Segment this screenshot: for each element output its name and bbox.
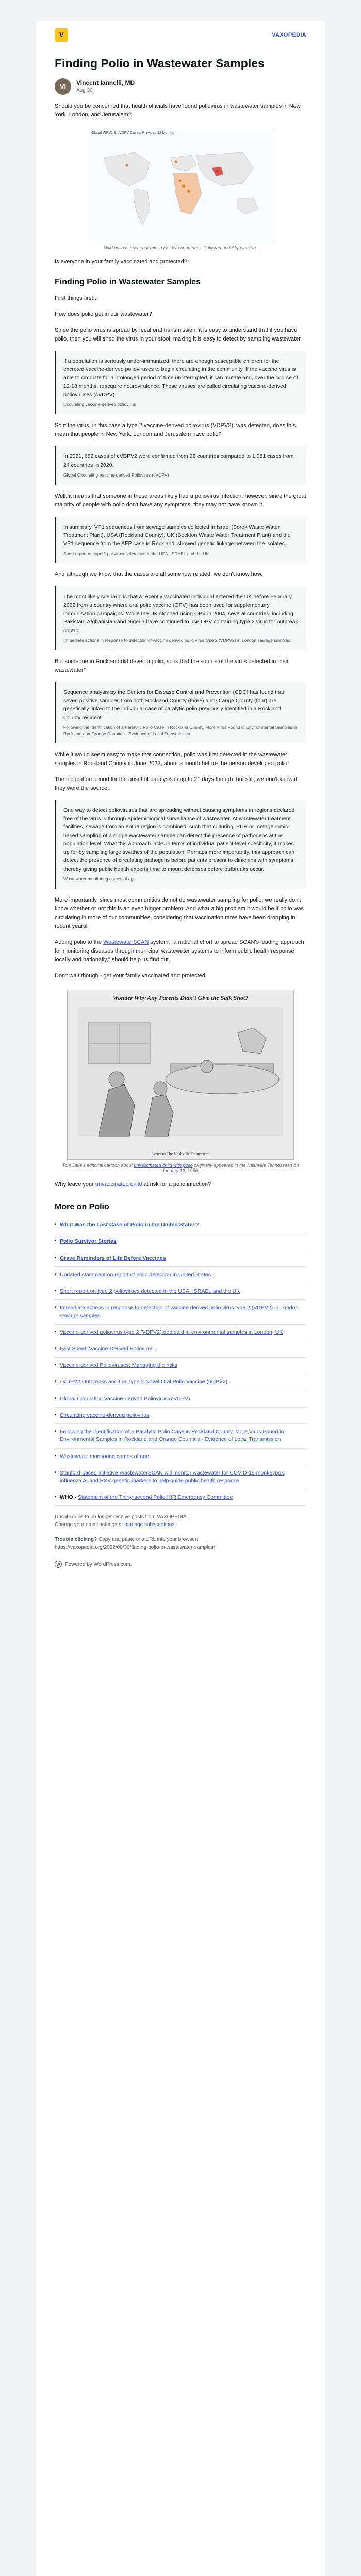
author-block [55, 78, 306, 95]
bullet-icon: • [55, 1453, 57, 1459]
bullet-icon: • [55, 1304, 57, 1311]
bullet-icon: • [55, 1395, 57, 1401]
list-item [55, 1489, 306, 1506]
trouble-clicking-text [55, 1536, 306, 1551]
bullet-icon: • [55, 1346, 57, 1352]
why-leave-paragraph [55, 1180, 306, 1189]
trouble-text: Copy and paste this URL into your browser: [97, 1537, 199, 1543]
post-url[interactable]: https://vaxopedia.org/2022/08/30/finding-polio-in-wastewater-samples/ [55, 1545, 215, 1551]
world-map-graphic [88, 137, 273, 235]
unvaccinated-child-link[interactable]: unvaccinated child [95, 1181, 142, 1188]
someone-paragraph: But someone in Rockland did develop polio, so is that the source of the virus detected in their wastewater? [55, 658, 289, 673]
more-polio-link[interactable]: Global Circulating Vaccine-derived Poliovirus (cVDPV) [60, 1395, 190, 1402]
list-item-content [60, 1345, 153, 1353]
quote-block [55, 517, 306, 564]
list-item-content [60, 1271, 211, 1279]
more-polio-link[interactable]: cVDPV2 Outbreaks and the Type 2 Novel Oral Polio Vaccine (nOPV2) [60, 1379, 228, 1385]
bullet-icon: • [55, 1494, 57, 1500]
list-item-content [60, 1255, 166, 1262]
list-item [55, 1408, 306, 1424]
cartoon-caption [55, 1163, 306, 1173]
quote-text: The most likely scenario is that a recently vaccinated individual entered the UK before February 2022 from a country where oral polio vaccine (OPV) has been used for supplementary immunisation campaigns. While the UK stopped using OPV in 2004, several countries, including Pakistan, Afghanistan and Nigeria have continued to use OPV containing type 2 virus for outbreak control. [63, 594, 298, 634]
while-paragraph: While it would seem easy to make that connection, polio was first detected in the wastewater samples in Rockland County in June 2022, about a month before the person developed polio! [55, 751, 289, 767]
list-item-content [60, 1469, 306, 1485]
why-text-after: at risk for a polio infection? [142, 1181, 211, 1188]
list-item [55, 1424, 306, 1448]
settings-line-end: . [174, 1522, 176, 1528]
how-does-question: How does polio get in our wastewater? [55, 311, 152, 317]
trouble-label: Trouble clicking? [55, 1537, 97, 1543]
site-brand[interactable]: VAXOPEDIA [272, 32, 306, 38]
caption-text-after: originally appeared in the Nashville Tennessean on January 12, 1956. [161, 1163, 299, 1174]
list-item [55, 1283, 306, 1300]
list-item [55, 1325, 306, 1341]
more-heading: More on Polio [55, 1202, 109, 1212]
more-polio-link[interactable]: What Was the Last Case of Polio in the United States? [60, 1222, 199, 1228]
quote-cite: Short report on type 2 poliviruses detected in the USA, ISRAEL and the UK [63, 551, 209, 556]
incubation-paragraph: The incubation period for the onset of paralysis is up to 21 days though, but still, we don't know if they were the source. [55, 776, 297, 791]
quote-block [55, 351, 306, 414]
map-title: Global WPV1 & cVDPV Cases, Previous 12 Months [91, 131, 174, 135]
cartoon-image[interactable] [67, 990, 294, 1160]
intro-paragraph: Should you be concerned that health officials have found poliovirus in wastewater samples in New York, London, and Jerusalem? [55, 103, 301, 118]
important-paragraph: More importantly, since most communities do not do wastewater sampling for polio, we really don't know whether or not this is an even bigger problem. And what a big problem it would be if polio was circulating in more of our communities, considering that vaccination rates have been dropping in recent years! [55, 896, 304, 929]
bullet-icon: • [55, 1429, 57, 1435]
more-polio-link[interactable]: Vaccine-derived poliovirus type 2 (VDPV2) detected in environmental samples in London, UK [60, 1329, 283, 1335]
post-title[interactable]: Finding Polio in Wastewater Samples [55, 57, 265, 70]
list-item-content [60, 1395, 190, 1403]
means-paragraph: Well, it means that someone in these areas likely had a poliovirus infection, however, since the great majority of people with polio don't have any symptoms, they may not have known it. [55, 493, 306, 508]
quote-cite: Immediate actions in response to detection of vaccine derived polio virus type 2 (VDPV2) in London sewage samples [63, 637, 290, 643]
map-caption: Wild polio is now endemic in just two countries - Pakistan and Afghanistan. [104, 245, 257, 250]
bullet-icon: • [55, 1362, 57, 1368]
topbar [55, 21, 306, 49]
quote-text: In 2021, 682 cases of cVDPV2 were confirmed from 22 countries compared to 1,081 cases from 24 countries in 2020. [63, 453, 294, 468]
type2-paragraph: So if the virus, in this case a type 2 vaccine-derived poliovirus (VDPV2), was detected, does this mean that people in New York, London and Jerusalem have polio? [55, 422, 296, 438]
more-polio-link[interactable]: Grave Reminders of Life Before Vaccines [60, 1255, 166, 1261]
list-item-content [60, 1453, 149, 1461]
list-item [55, 1233, 306, 1250]
bullet-icon: • [55, 1238, 57, 1244]
more-polio-link[interactable]: Statement of the Thirty-second Polio IHR Emergency Committee [78, 1494, 233, 1501]
more-polio-link[interactable]: Polio Survivor Stories [60, 1238, 117, 1245]
post-date: Aug 30 [76, 88, 93, 94]
quote-block [55, 682, 306, 743]
list-item [55, 1217, 306, 1233]
quote-block [55, 446, 306, 484]
why-text: Why leave your [55, 1181, 95, 1188]
unsubscribe-line: Unsubscribe to no longer receive posts from VAXOPEDIA. [55, 1514, 188, 1520]
polio-map-image[interactable] [88, 129, 273, 242]
quote-text: Sequence analysis by the Centers for Disease Control and Prevention (CDC) has found that seven positive samples from both Rockland County (three) and Orange County (four) are genetically linked to the individual case of paralytic polio previously identified in a Rockland County resident. [63, 689, 284, 721]
bullet-icon: • [55, 1288, 57, 1294]
quote-text: If a population is seriously under-immunized, there are enough susceptible children for the excreted vaccine-derived polioviruses to begin circulating in the community. If the vaccine virus is able to circulate for a prolonged period of time uninterrupted, it can mutate and, over the course of 12-18 months, reacquire neurovirulence. These viruses are called circulating vaccine-derived polioviruses (cVDPV). [63, 358, 298, 398]
list-item [55, 1449, 306, 1465]
list-item [55, 1374, 306, 1391]
quote-text: In summary, VP1 sequences from sewage samples collected in Israel (Sorek Waste Water Treatment Plant), USA (Rockland County), UK (Beckton Waste Water Treatment Plant) and the VP1 sequence from the AFP case in Rockland, showed genetic linkage between the isolates. [63, 523, 291, 547]
list-item-content [60, 1412, 149, 1419]
cartoon-drawing [68, 1002, 293, 1146]
list-item-content [60, 1362, 177, 1369]
more-polio-link[interactable]: Vaccine-derived Polioviruses: Managing the risks [60, 1362, 177, 1369]
list-item [55, 1267, 306, 1283]
quote-cite: Global Circulating Vaccine-derived Poliovirus (cVDPV) [63, 472, 169, 478]
bullet-icon: • [55, 1412, 57, 1418]
settings-line: Change your email settings at [55, 1522, 125, 1528]
cartoon-title: Wonder Why Any Parents Didn't Give the Salk Shot? [112, 994, 249, 1002]
list-item [55, 1465, 306, 1489]
cartoon-figure [55, 990, 306, 1173]
more-polio-link[interactable]: Immediate actions in response to detection of vaccine derived polio virus type 2 (VDPV2) in London sewage samples [60, 1304, 299, 1319]
more-on-polio-list [55, 1217, 306, 1506]
bullet-icon: • [55, 1271, 57, 1277]
more-polio-link[interactable]: Short report on type 2 poliovirues detected in the USA, ISRAEL and the UK [60, 1288, 240, 1295]
unvaccinated-polio-link[interactable]: unvaccinated child with polio [134, 1163, 193, 1168]
wordpress-icon: W [55, 1561, 62, 1568]
avatar-initials: VI [59, 82, 67, 91]
cartoon-credit: Letter to The Nashville Tennessean [151, 1151, 210, 1157]
list-item [55, 1391, 306, 1408]
wastewaterscan-link[interactable]: WastewaterSCAN [103, 939, 149, 946]
more-polio-link[interactable]: Updated statement on report of polio detection in United States [60, 1271, 211, 1278]
quote-block [55, 586, 306, 650]
bullet-icon: • [55, 1379, 57, 1385]
list-item-content [60, 1494, 233, 1501]
more-polio-link[interactable]: Fact Sheet: Vaccine-Derived Poliovirus [60, 1346, 154, 1352]
logo-glyph: V [59, 31, 64, 39]
list-item-content [60, 1304, 306, 1319]
list-item-content [60, 1238, 117, 1245]
manage-subscriptions-link[interactable]: manage subscriptions [124, 1522, 175, 1528]
quote-cite: Wastewater monitoring comes of age [63, 876, 136, 882]
more-polio-link[interactable]: Stanford-based initiative WastewaterSCAN will monitor wastewater for COVID-19 monkeypox, influenza A, and RSV genetic markers to help guide public health response [60, 1469, 286, 1484]
list-item-content [60, 1287, 240, 1295]
unsubscribe-text [55, 1513, 306, 1529]
more-polio-link[interactable]: Circulating vaccine-derived poliovirus [60, 1412, 150, 1418]
list-item-content [60, 1378, 227, 1386]
vaccinated-question: Is everyone in your family vaccinated and protected? [55, 258, 187, 265]
bullet-icon: • [55, 1329, 57, 1335]
quote-block [55, 800, 306, 889]
author-name: Vincent Iannelli, MD [76, 79, 135, 87]
more-polio-link[interactable]: Wastewater monitoring comes of age [60, 1453, 149, 1460]
avatar [55, 78, 71, 95]
adding-text-after: system, "a national effort to spread SCAN's leading approach for monitoring diseases through municipal wastewater systems to inform public health response locally and nationally," should help us find out. [55, 939, 304, 963]
site-logo[interactable] [55, 28, 68, 42]
list-item-prefix: WHO - [60, 1494, 78, 1501]
list-item [55, 1300, 306, 1324]
list-item-content [60, 1428, 306, 1444]
quote-cite: Following the Identification of a Paralytic Polio Case in Rockland County, More Virus Found in Environmental Samples in Rockland and Orange Counties - Evidence of Local Transmission [63, 724, 297, 736]
map-figure [55, 129, 306, 250]
first-things: First things first... [55, 295, 98, 301]
caption-text: Tom Little's editorial cartoon about [62, 1163, 134, 1168]
more-polio-link[interactable]: Following the Identification of a Paralytic Polio Case in Rockland County, More Virus Found in Environmental Samples in Rockland and Orange Counties - Evidence of Local Transmission [60, 1429, 284, 1443]
section-heading: Finding Polio in Wastewater Samples [55, 277, 201, 286]
list-item [55, 1358, 306, 1374]
list-item [55, 1341, 306, 1358]
adding-text: Adding polio to the [55, 939, 104, 946]
quote-text: One way to detect polioviruses that are spreading without causing symptoms in regions declared free of the virus is through epidemiological surveillance of wastewater. At wastewater treatment facilities, sewage from an entire region is combined, such that culturing, PCR or metagenomic-based sampling of a single wastewater sample can detect the presence of pathogens at the population level. What this approach lacks in terms of individual patient-level specificity, it makes up for by sampling large swathes of the population. Perhaps more importantly, this approach can detect the presence of circulating pathogens before patients present to clinicians with symptoms, thereby giving public health experts time to mount defenses before outbreaks occur. [63, 807, 295, 872]
dont-wait-paragraph: Don't wait though - get your family vaccinated and protected! [55, 973, 207, 979]
spread-paragraph: Since the polio virus is spread by fecal oral transmission, it is easy to understand that if you have polio, then you will shed the virus in your stool, making it is easy to detect by sampling wastewater. [55, 327, 302, 342]
powered-by[interactable] [55, 1561, 306, 1568]
although-paragraph: And although we know that the cases are all somehow related, we don't know how. [55, 571, 263, 578]
email-card [36, 21, 325, 2576]
bullet-icon: • [55, 1222, 57, 1228]
list-item [55, 1250, 306, 1267]
list-item-content [60, 1221, 199, 1229]
adding-paragraph [55, 938, 306, 964]
quote-cite: Circulating vaccine-derived poliovirus [63, 402, 136, 408]
bullet-icon: • [55, 1255, 57, 1261]
powered-by-text: Powered by WordPress.com. [65, 1561, 132, 1567]
list-item-content [60, 1329, 283, 1336]
bullet-icon: • [55, 1469, 57, 1476]
